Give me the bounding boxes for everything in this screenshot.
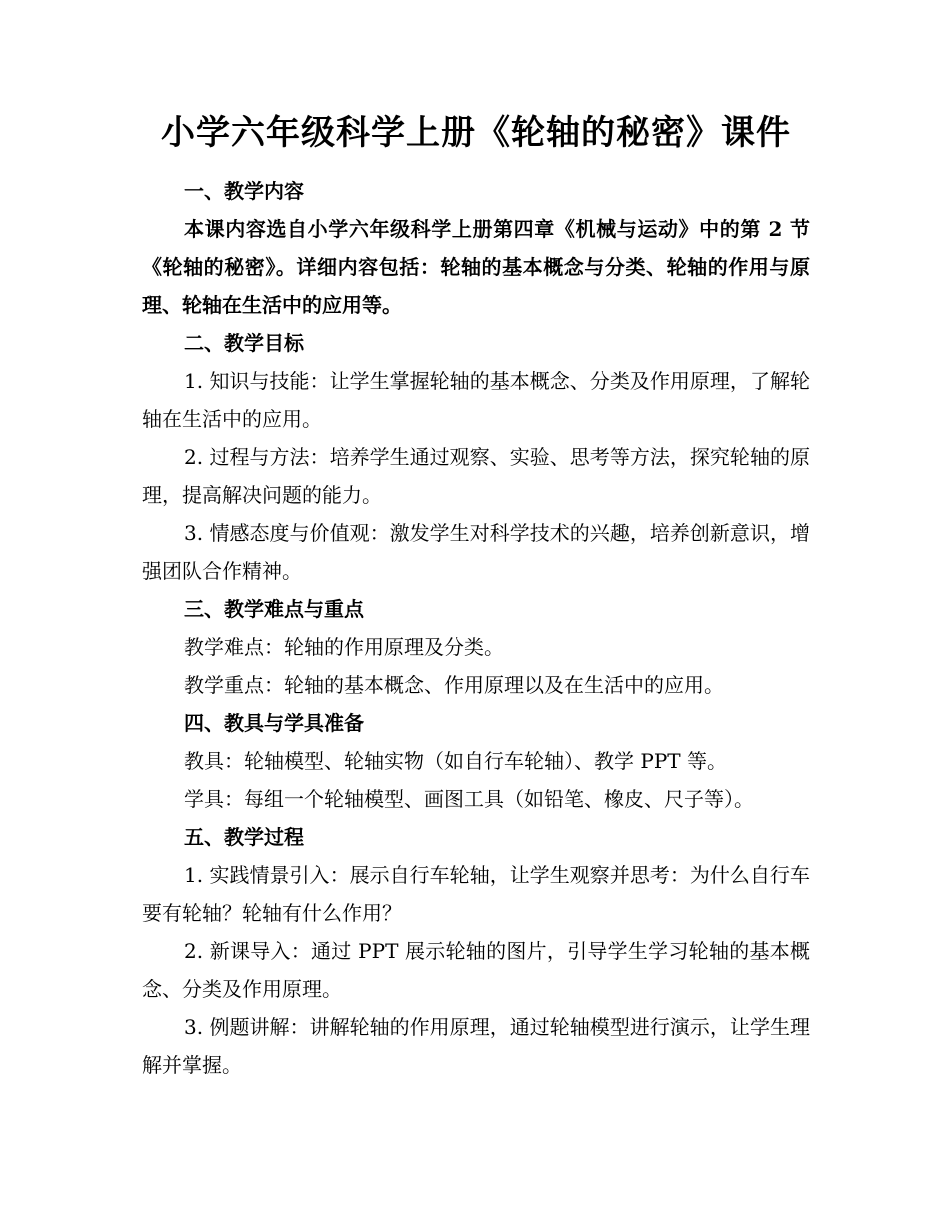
paragraph-process-new-lesson: 2. 新课导入：通过 PPT 展示轮轴的图片，引导学生学习轮轴的基本概念、分类及作用原理。	[142, 939, 810, 1001]
paragraph-teaching-content: 本课内容选自小学六年级科学上册第四章《机械与运动》中的第 2 节《轮轴的秘密》。详细内容包括：轮轴的基本概念与分类、轮轴的作用与原理、轮轴在生活中的应用等。	[142, 217, 810, 317]
document-title: 小学六年级科学上册《轮轴的秘密》课件	[161, 113, 791, 153]
paragraph-difficulty: 教学难点：轮轴的作用原理及分类。	[184, 635, 504, 659]
paragraph-process-example: 3. 例题讲解：讲解轮轴的作用原理，通过轮轴模型进行演示，让学生理解并掌握。	[142, 1015, 810, 1077]
section-heading-teaching-process: 五、教学过程	[184, 825, 304, 849]
paragraph-student-materials: 学具：每组一个轮轴模型、画图工具（如铅笔、橡皮、尺子等）。	[184, 787, 754, 811]
paragraph-goal-attitude: 3. 情感态度与价值观：激发学生对科学技术的兴趣，培养创新意识，增强团队合作精神。	[142, 521, 810, 583]
paragraph-goal-process: 2. 过程与方法：培养学生通过观察、实验、思考等方法，探究轮轴的原理，提高解决问题的能力。	[142, 445, 810, 507]
paragraph-teacher-materials: 教具：轮轴模型、轮轴实物（如自行车轮轴）、教学 PPT 等。	[184, 749, 727, 773]
section-heading-materials: 四、教具与学具准备	[184, 711, 364, 735]
paragraph-goal-knowledge: 1. 知识与技能：让学生掌握轮轴的基本概念、分类及作用原理，了解轮轴在生活中的应用。	[142, 369, 810, 431]
paragraph-process-intro: 1. 实践情景引入：展示自行车轮轴，让学生观察并思考：为什么自行车要有轮轴？轮轴有什么作用？	[142, 863, 810, 925]
section-heading-teaching-content: 一、教学内容	[184, 179, 304, 203]
section-heading-difficulties-key-points: 三、教学难点与重点	[184, 597, 364, 621]
section-heading-teaching-goals: 二、教学目标	[184, 331, 304, 355]
paragraph-key-point: 教学重点：轮轴的基本概念、作用原理以及在生活中的应用。	[184, 673, 724, 697]
